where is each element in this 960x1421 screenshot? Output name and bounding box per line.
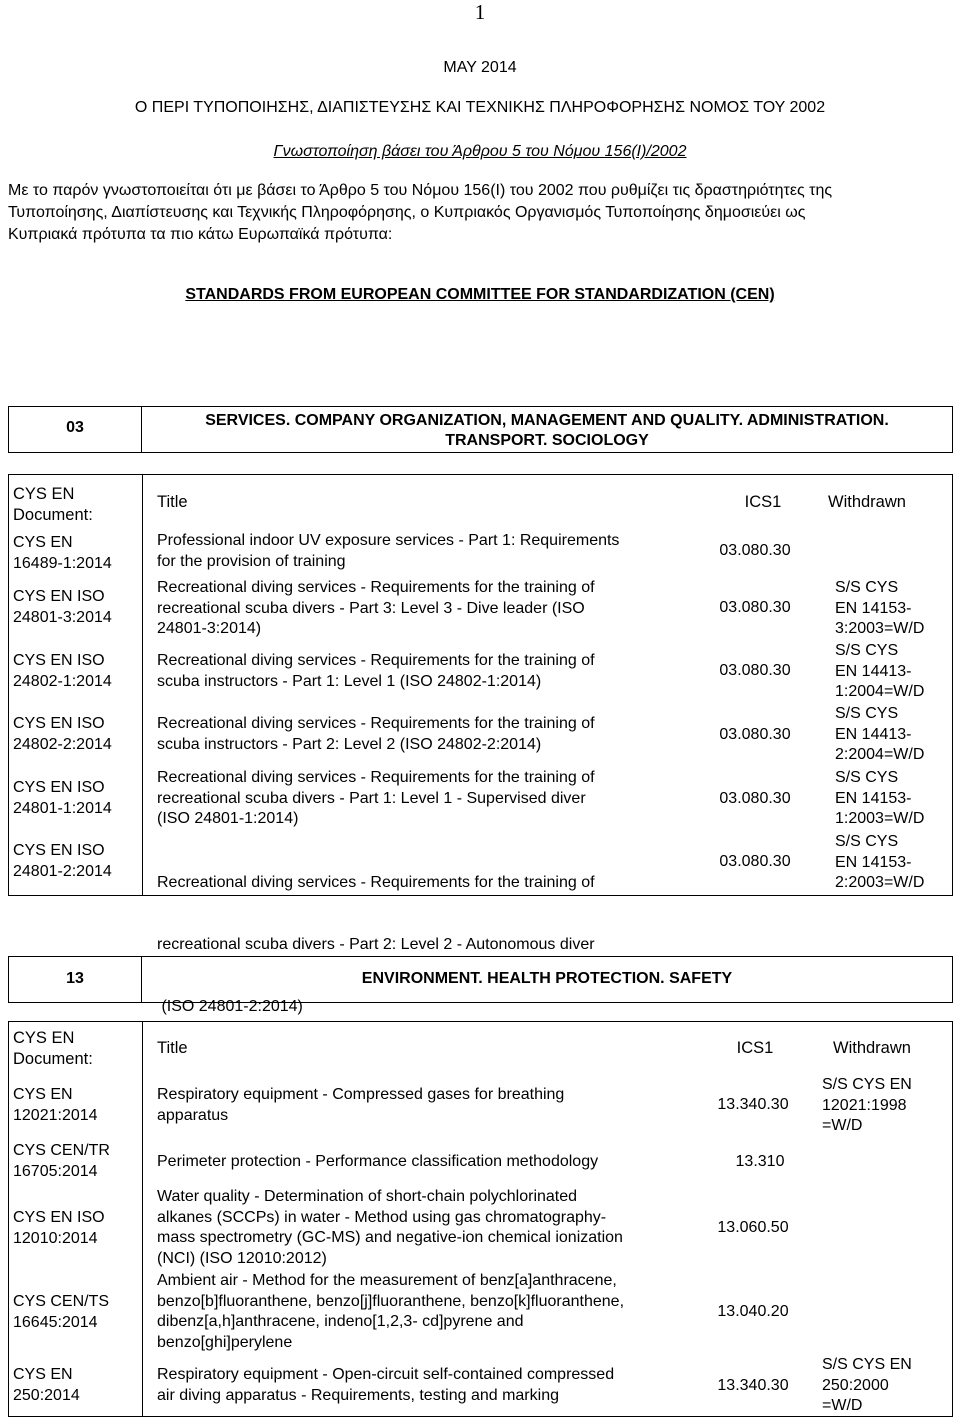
doc-line: CYS EN ISO bbox=[13, 715, 105, 732]
row-ics: 03.080.30 bbox=[719, 790, 791, 807]
title-line: Recreational diving services - Requirements for the training of bbox=[157, 579, 595, 596]
doc-header-line-2: Document: bbox=[13, 1049, 93, 1068]
row-document-id bbox=[13, 651, 138, 692]
doc-line: 24801-2:2014 bbox=[13, 862, 112, 880]
row-withdrawn bbox=[822, 1355, 950, 1417]
doc-line: CYS EN ISO bbox=[13, 652, 105, 669]
withdrawn-line: S/S CYS bbox=[835, 833, 899, 850]
row-title bbox=[157, 1365, 687, 1406]
row-ics: 13.340.30 bbox=[717, 1096, 789, 1113]
withdrawn-line: S/S CYS bbox=[835, 769, 899, 786]
row-title bbox=[157, 531, 687, 572]
row-document-id bbox=[13, 778, 138, 819]
title-line: benzo[b]fluoranthene, benzo[j]fluoranthene, benzo[k]fluoranthene, bbox=[157, 1292, 625, 1310]
title-line: Recreational diving services - Requirements for the training of bbox=[157, 769, 595, 786]
title-line: Respiratory equipment - Compressed gases for breathing bbox=[157, 1086, 565, 1103]
doc-line: 24802-1:2014 bbox=[13, 672, 112, 690]
withdrawn-line: 250:2000 bbox=[822, 1376, 889, 1394]
doc-line: CYS EN ISO bbox=[13, 842, 105, 859]
row-document-id bbox=[13, 1292, 138, 1333]
doc-column-header bbox=[13, 1028, 138, 1069]
row-withdrawn bbox=[835, 832, 960, 894]
section-13-title-box bbox=[141, 956, 953, 1003]
doc-column-header bbox=[13, 484, 138, 525]
title-line: Respiratory equipment - Open-circuit self-contained compressed bbox=[157, 1366, 615, 1383]
row-title bbox=[157, 1271, 687, 1353]
doc-line: 16645:2014 bbox=[13, 1313, 98, 1331]
section-title-line-1: SERVICES. COMPANY ORGANIZATION, MANAGEMENT AND QUALITY. ADMINISTRATION. bbox=[205, 412, 889, 429]
row-ics: 03.080.30 bbox=[719, 853, 791, 870]
doc-line: CYS CEN/TR bbox=[13, 1142, 110, 1159]
row-document-id bbox=[13, 841, 138, 882]
row-document-id bbox=[13, 1141, 138, 1182]
withdrawn-line: 1:2003=W/D bbox=[835, 810, 925, 828]
section-03-code-box bbox=[8, 406, 142, 453]
title-line: benzo[ghi]perylene bbox=[157, 1333, 293, 1351]
title-line: alkanes (SCCPs) in water - Method using gas chromatography- bbox=[157, 1208, 607, 1226]
section-03-title-box bbox=[141, 406, 953, 453]
doc-line: CYS EN ISO bbox=[13, 1209, 105, 1226]
section-title: ENVIRONMENT. HEALTH PROTECTION. SAFETY bbox=[361, 970, 733, 987]
withdrawn-line: EN 14153- bbox=[835, 789, 912, 807]
withdrawn-line: S/S CYS bbox=[835, 642, 899, 659]
row-title bbox=[157, 768, 687, 830]
row-document-id bbox=[13, 587, 138, 628]
withdrawn-line: 2:2003=W/D bbox=[835, 874, 925, 892]
intro-line-2: Τυποποίησης, Διαπίστευσης και Τεχνικής Πληροφόρησης, ο Κυπριακός Οργανισμός Τυποποίησης δημοσιεύει ως bbox=[8, 204, 806, 221]
row-title bbox=[157, 1187, 687, 1269]
row-document-id bbox=[13, 714, 138, 755]
row-ics: 13.340.30 bbox=[717, 1377, 789, 1394]
row-withdrawn bbox=[822, 1075, 950, 1137]
row-withdrawn bbox=[835, 641, 960, 703]
intro-line-1: Με το παρόν γνωστοποιείται ότι με βάσει το Άρθρο 5 του Νόμου 156(Ι) του 2002 που ρυθμίζει τις δραστηριότητες της bbox=[8, 182, 833, 199]
title-line: apparatus bbox=[157, 1106, 229, 1124]
row-title bbox=[157, 578, 687, 640]
row-withdrawn bbox=[835, 704, 960, 766]
title-column-header: Title bbox=[157, 1039, 188, 1057]
doc-line: CYS EN bbox=[13, 1366, 73, 1383]
title-line: Professional indoor UV exposure services - Part 1: Requirements bbox=[157, 532, 620, 549]
title-line: Water quality - Determination of short-chain polychlorinated bbox=[157, 1188, 578, 1205]
doc-line: 12010:2014 bbox=[13, 1229, 98, 1247]
withdrawn-line: 12021:1998 bbox=[822, 1096, 907, 1114]
title-line: recreational scuba divers - Part 1: Level 1 - Supervised diver bbox=[157, 789, 586, 807]
doc-line: 16489-1:2014 bbox=[13, 554, 112, 572]
intro-line-3: Κυπριακά πρότυπα τα πιο κάτω Ευρωπαϊκά πρότυπα: bbox=[8, 226, 393, 243]
doc-line: 24801-3:2014 bbox=[13, 608, 112, 626]
ics-column-header: ICS1 bbox=[736, 1039, 774, 1057]
withdrawn-line: EN 14153- bbox=[835, 853, 912, 871]
withdrawn-line: S/S CYS bbox=[835, 705, 899, 722]
doc-line: CYS EN ISO bbox=[13, 779, 105, 796]
row-ics: 13.040.20 bbox=[717, 1303, 789, 1320]
doc-line: CYS EN bbox=[13, 534, 73, 551]
title-line: Ambient air - Method for the measurement of benz[a]anthracene, bbox=[157, 1272, 617, 1289]
withdrawn-line: EN 14413- bbox=[835, 662, 912, 680]
section-13-code-box bbox=[8, 956, 142, 1003]
section-code: 13 bbox=[66, 970, 84, 987]
withdrawn-line: 1:2004=W/D bbox=[835, 683, 925, 701]
title-line: scuba instructors - Part 1: Level 1 (ISO 24802-1:2014) bbox=[157, 672, 542, 690]
withdrawn-column-header: Withdrawn bbox=[833, 1039, 911, 1057]
row-document-id bbox=[13, 1208, 138, 1249]
title-line: (ISO 24801-2:2014) bbox=[157, 997, 303, 1015]
title-line: 24801-3:2014) bbox=[157, 620, 262, 638]
title-line: mass spectrometry (GC-MS) and negative-ion chemical ionization bbox=[157, 1229, 623, 1247]
withdrawn-line: 2:2004=W/D bbox=[835, 746, 925, 764]
title-column-header: Title bbox=[157, 493, 188, 511]
title-line: (ISO 24801-1:2014) bbox=[157, 810, 299, 828]
title-line: (NCI) (ISO 12010:2012) bbox=[157, 1249, 327, 1267]
withdrawn-line: EN 14413- bbox=[835, 725, 912, 743]
doc-line: 12021:2014 bbox=[13, 1106, 98, 1124]
withdrawn-line: =W/D bbox=[822, 1397, 863, 1415]
withdrawn-column-header: Withdrawn bbox=[828, 493, 906, 511]
title-line: Recreational diving services - Requirements for the training of bbox=[157, 874, 595, 892]
row-title bbox=[157, 714, 687, 755]
row-ics: 03.080.30 bbox=[719, 542, 791, 559]
row-ics: 13.060.50 bbox=[717, 1219, 789, 1236]
doc-header-line-1: CYS EN bbox=[13, 1029, 75, 1047]
withdrawn-line: S/S CYS bbox=[835, 579, 899, 596]
table-03-divider bbox=[142, 474, 143, 896]
notice-heading: Γνωστοποίηση βάσει του Άρθρου 5 του Νόμου 156(Ι)/2002 bbox=[273, 143, 687, 160]
row-withdrawn bbox=[835, 768, 960, 830]
doc-line: 24802-2:2014 bbox=[13, 735, 112, 753]
standards-heading: STANDARDS FROM EUROPEAN COMMITTEE FOR STANDARDIZATION (CEN) bbox=[185, 286, 775, 303]
row-title bbox=[157, 651, 687, 692]
title-line: Perimeter protection - Performance classification methodology bbox=[157, 1153, 599, 1170]
row-document-id bbox=[13, 533, 138, 574]
withdrawn-line: S/S CYS EN bbox=[822, 1076, 912, 1093]
doc-header-line-2: Document: bbox=[13, 505, 93, 524]
withdrawn-line: =W/D bbox=[822, 1117, 863, 1135]
doc-line: CYS CEN/TS bbox=[13, 1293, 110, 1310]
row-title bbox=[157, 1085, 687, 1126]
title-line: air diving apparatus - Requirements, testing and marking bbox=[157, 1386, 559, 1404]
doc-line: CYS EN bbox=[13, 1086, 73, 1103]
page-number: 1 bbox=[474, 0, 486, 24]
row-ics: 03.080.30 bbox=[719, 662, 791, 679]
row-ics: 03.080.30 bbox=[719, 599, 791, 616]
withdrawn-line: 3:2003=W/D bbox=[835, 620, 925, 638]
row-title bbox=[157, 1152, 687, 1173]
section-title-line-2: TRANSPORT. SOCIOLOGY bbox=[445, 432, 649, 449]
title-line: scuba instructors - Part 2: Level 2 (ISO 24802-2:2014) bbox=[157, 735, 542, 753]
title-line: for the provision of training bbox=[157, 552, 346, 570]
row-ics: 13.310 bbox=[735, 1153, 785, 1170]
row-withdrawn bbox=[835, 578, 960, 640]
title-line: recreational scuba divers - Part 2: Level 2 - Autonomous diver bbox=[157, 935, 595, 953]
doc-line: 250:2014 bbox=[13, 1386, 80, 1404]
title-line: Recreational diving services - Requirements for the training of bbox=[157, 715, 595, 732]
title-line: Recreational diving services - Requirements for the training of bbox=[157, 652, 595, 669]
row-document-id bbox=[13, 1365, 138, 1406]
doc-line: CYS EN ISO bbox=[13, 588, 105, 605]
doc-line: 16705:2014 bbox=[13, 1162, 98, 1180]
section-title bbox=[142, 411, 952, 451]
table-13-divider bbox=[142, 1021, 143, 1417]
law-title: Ο ΠΕΡΙ ΤΥΠΟΠΟΙΗΣΗΣ, ΔΙΑΠΙΣΤΕΥΣΗΣ ΚΑΙ ΤΕΧΝΙΚΗΣ ΠΛΗΡΟΦΟΡΗΣΗΣ ΝΟΜΟΣ ΤΟΥ 2002 bbox=[134, 99, 826, 116]
row-document-id bbox=[13, 1085, 138, 1126]
section-code: 03 bbox=[66, 419, 84, 436]
doc-header-line-1: CYS EN bbox=[13, 485, 75, 503]
date: ΜΑΥ 2014 bbox=[443, 59, 517, 76]
title-line: dibenz[a,h]anthracene, indeno[1,2,3- cd]pyrene and bbox=[157, 1313, 524, 1331]
doc-line: 24801-1:2014 bbox=[13, 799, 112, 817]
intro-paragraph bbox=[8, 180, 956, 246]
row-ics: 03.080.30 bbox=[719, 726, 791, 743]
title-line: recreational scuba divers - Part 3: Level 3 - Dive leader (ISO bbox=[157, 599, 585, 617]
withdrawn-line: S/S CYS EN bbox=[822, 1356, 912, 1373]
ics-column-header: ICS1 bbox=[744, 493, 782, 511]
withdrawn-line: EN 14153- bbox=[835, 599, 912, 617]
